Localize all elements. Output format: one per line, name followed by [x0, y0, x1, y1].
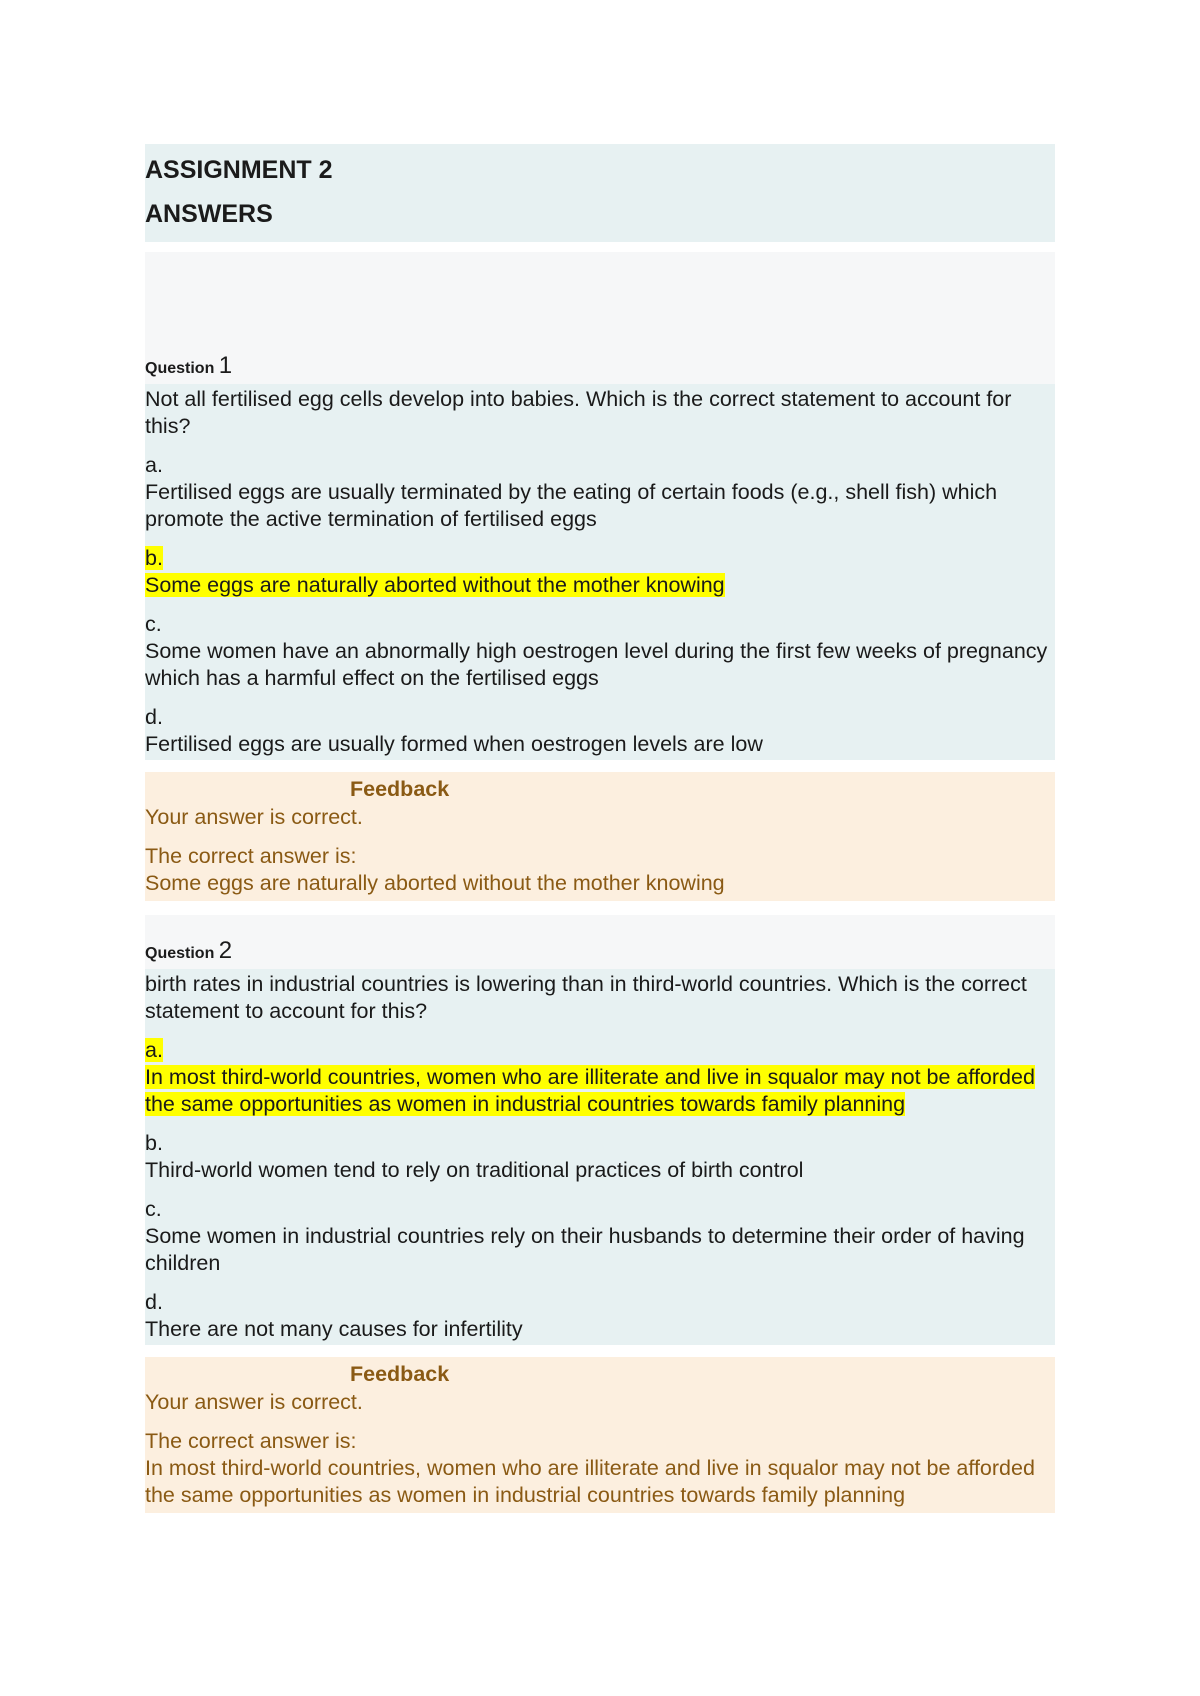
feedback-status: Your answer is correct.	[145, 1390, 363, 1414]
q1-option-d	[145, 704, 1055, 758]
option-letter: c.	[145, 612, 162, 636]
question-number: 1	[218, 352, 233, 379]
option-letter: a.	[145, 453, 163, 477]
correct-answer-label: The correct answer is:	[145, 844, 357, 868]
option-text: Some women in industrial countries rely on their husbands to determine their order of having children	[145, 1224, 1025, 1275]
option-text: Fertilised eggs are usually formed when oestrogen levels are low	[145, 732, 763, 756]
assignment-title: ASSIGNMENT 2	[145, 156, 333, 184]
option-text: There are not many causes for infertility	[145, 1317, 523, 1341]
answers-title: ANSWERS	[145, 200, 273, 228]
q1-option-a	[145, 452, 1055, 533]
feedback-status: Your answer is correct.	[145, 805, 363, 829]
question-1-text: Not all fertilised egg cells develop into babies. Which is the correct statement to account for this?	[145, 387, 1012, 438]
feedback-correct-answer	[145, 843, 1055, 897]
document-page	[145, 144, 1055, 1513]
question-2-feedback	[145, 1357, 1055, 1513]
option-letter: d.	[145, 705, 163, 729]
question-2-header	[145, 915, 1055, 969]
option-letter: a.	[145, 1038, 163, 1062]
correct-answer-text: Some eggs are naturally aborted without the mother knowing	[145, 871, 725, 895]
feedback-correct-answer	[145, 1428, 1055, 1509]
option-text: Fertilised eggs are usually terminated by the eating of certain foods (e.g., shell fish) which promote the active termination of fertilised eggs	[145, 480, 998, 531]
q2-option-b	[145, 1130, 1055, 1184]
option-letter: b.	[145, 1131, 163, 1155]
q2-option-d	[145, 1289, 1055, 1343]
divider	[145, 901, 1055, 915]
option-text: Some eggs are naturally aborted without the mother knowing	[145, 573, 725, 597]
question-2-body	[145, 969, 1055, 1345]
question-1-body	[145, 384, 1055, 760]
question-label: Question	[145, 945, 215, 962]
option-text: Third-world women tend to rely on traditional practices of birth control	[145, 1158, 804, 1182]
question-2-text: birth rates in industrial countries is lowering than in third-world countries. Which is the correct statement to account for this?	[145, 972, 1027, 1023]
question-label: Question	[145, 360, 215, 377]
feedback-title: Feedback	[350, 777, 450, 801]
option-letter: c.	[145, 1197, 162, 1221]
question-number: 2	[218, 937, 233, 964]
correct-answer-label: The correct answer is:	[145, 1429, 357, 1453]
q1-option-c	[145, 611, 1055, 692]
option-text: In most third-world countries, women who are illiterate and live in squalor may not be afforded the same opportunities as women in industrial countries towards family planning	[145, 1065, 1035, 1116]
blank-block	[145, 252, 1055, 348]
question-1-feedback	[145, 772, 1055, 901]
option-text: Some women have an abnormally high oestrogen level during the first few weeks of pregnancy which has a harmful effect on the fertilised eggs	[145, 639, 1048, 690]
option-letter: b.	[145, 546, 163, 570]
option-letter: d.	[145, 1290, 163, 1314]
title-block	[145, 144, 1055, 242]
q1-option-b	[145, 545, 1055, 599]
question-1-header	[145, 348, 1055, 384]
q2-option-c	[145, 1196, 1055, 1277]
q2-option-a	[145, 1037, 1055, 1118]
correct-answer-text: In most third-world countries, women who are illiterate and live in squalor may not be afforded the same opportunities as women in industrial countries towards family planning	[145, 1456, 1035, 1507]
feedback-title: Feedback	[350, 1362, 450, 1386]
